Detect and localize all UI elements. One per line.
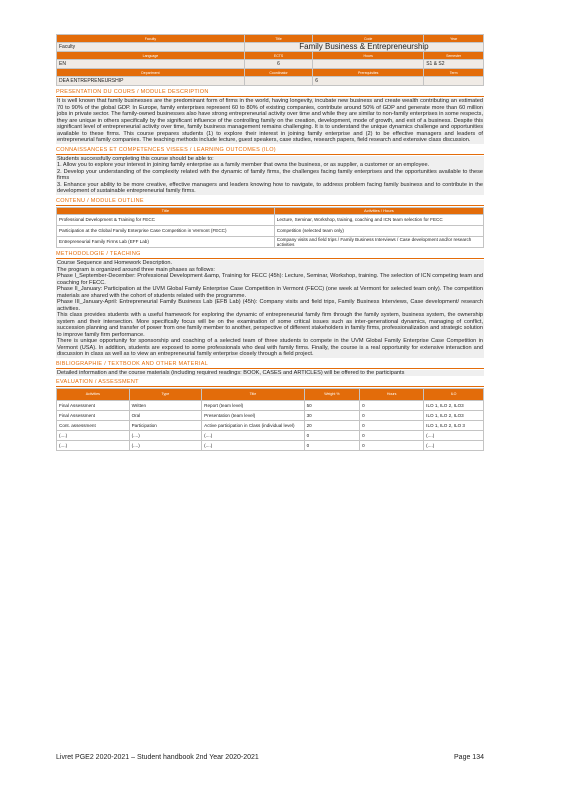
eval-cell: (....) xyxy=(57,441,130,451)
header-label: Coordinator xyxy=(244,69,312,77)
header-values-row-3 xyxy=(57,77,484,86)
header-label: Prerequisites xyxy=(313,69,424,77)
outline-title-cell: Participation at the Global Family Enterprise Case Competition in Vermont (FECC) xyxy=(57,225,275,236)
page-footer xyxy=(56,754,484,761)
header-label: Title xyxy=(244,35,312,43)
coordinator-value xyxy=(244,77,312,86)
eval-cell: 50 xyxy=(304,401,360,411)
eval-cell: ILO 1, ILO 2, ILO3 xyxy=(424,411,484,421)
table-row xyxy=(57,421,484,431)
eval-cell: Presentation (team level) xyxy=(202,411,304,421)
table-row xyxy=(57,225,484,236)
header-label: Year xyxy=(424,35,484,43)
eval-cell: Final Assessment xyxy=(57,401,130,411)
presentation-paragraph: It is well known that family businesses are the predominant form of firms in the world, having longevity, incubate new business and create wealth contributing an estimated 70 to 90% of the global GDP. In Europe, family enterprises represent 60 to 80% of existing companies, contribute around 50% of GDP and generate more than 60 million jobs in private sector. The family-owned businesses also have strong entrepreneurial activity over time and while they are similar to non-family enterprises in some respects, they are unique in others specifically by the significant influence of the controlling family on the creation, development, mode of growth, and exit of a business. Despite this significant level of entrepreneurial activity over time, family business management remains challenging. It is to understand the unique dynamics challenge and opportunities available to these firms. This course prepares students (1) to explore their interest in joining family enterprise and (2) to be effective managers and leaders of entrepreneurial family companies. The teaching methods include lecture, guest speakers, case studies, research papers, field research and extensive class discussion. xyxy=(57,98,483,143)
header-labels-row-2 xyxy=(57,52,484,60)
prerequisites-value: 6 xyxy=(313,77,424,86)
evaluation-col-header: Weight % xyxy=(304,389,360,401)
eval-cell: 0 xyxy=(304,431,360,441)
header-values-row-1 xyxy=(57,43,484,52)
outline-col-header: Title xyxy=(57,207,275,214)
eval-cell: ILO 1, ILO 2, ILO3 xyxy=(424,401,484,411)
methodology-line: The program is organized around three main phases as follows: xyxy=(57,266,215,273)
course-title: Family Business & Entrepreneurship xyxy=(244,43,483,52)
bibliography-heading: BIBLIOGRAPHIE / TEXTBOOK AND OTHER MATERIAL xyxy=(56,361,484,369)
outline-activity-cell: Company visits and field trips / Family Business Interviews / Case development and/or research activities xyxy=(274,236,483,248)
outline-header-row xyxy=(57,207,484,214)
evaluation-table xyxy=(56,388,484,451)
eval-cell: 20 xyxy=(304,421,360,431)
outline-activity-cell: Lecture, Seminar, Workshop, training, coaching and ICN team selection for FECC xyxy=(274,214,483,225)
learning-outcome-line: 2. Develop your understanding of the complexity related with the dynamic of family firms, the challenges facing family enterprises and the opportunities available to these firms xyxy=(57,168,483,181)
presentation-heading: PRESENTATION DU COURS / MODULE DESCRIPTION xyxy=(56,89,484,97)
eval-cell: ILO 1, ILO 2, ILO 3 xyxy=(424,421,484,431)
course-sheet xyxy=(56,34,484,451)
header-label: Term xyxy=(424,69,484,77)
eval-cell: 0 xyxy=(360,421,424,431)
bibliography-text xyxy=(56,370,484,377)
outline-title-cell: Professional Development & Training for FECC xyxy=(57,214,275,225)
eval-cell: (....) xyxy=(57,431,130,441)
learning-outcome-line: 1. Allow you to explore your interest in joining family enterprise as a family member that owns the business, or as supplier, a customer or an employee. xyxy=(57,162,430,168)
outline-table xyxy=(56,207,484,249)
table-row xyxy=(57,214,484,225)
presentation-text xyxy=(56,98,484,144)
evaluation-heading: EVALUATION / ASSESSMENT xyxy=(56,379,484,387)
methodology-line: Phase I_September-December: Professional Development &amp, Training for FECC (45h): Lecture, Seminar, Workshop, training. The selection of ICN competing team and coaching for FECC. xyxy=(57,273,483,286)
table-row xyxy=(57,401,484,411)
semester-value: S1 & S2 xyxy=(424,60,484,69)
header-label: Language xyxy=(57,52,245,60)
evaluation-header-row xyxy=(57,389,484,401)
eval-cell: (....) xyxy=(129,441,202,451)
header-label: Code xyxy=(313,35,424,43)
eval-cell: 0 xyxy=(360,441,424,451)
methodology-line: This class provides students with a useful framework for exploring the dynamic of entrepreneurial family firm through the family system, business system, the ownership system and their intersection. More specifically focus will be on the examination of some critical issues such as inter-generational dynamics, managing of conflict, succession planning and transfer of power from one family member to another, perspective of different stakeholders in family firms, professionalization and strategic solution to improve family firm performance. xyxy=(57,312,483,338)
eval-cell: Participation xyxy=(129,421,202,431)
header-label: Faculty xyxy=(57,35,245,43)
hours-value xyxy=(313,60,424,69)
evaluation-col-header: Title xyxy=(202,389,304,401)
eval-cell: Active participation in Class (individual level) xyxy=(202,421,304,431)
methodology-line: Course Sequence and Homework Description. xyxy=(57,260,173,267)
table-row xyxy=(57,236,484,248)
footer-handbook-title: Livret PGE2 2020-2021 – Student handbook 2nd Year 2020-2021 xyxy=(56,754,259,761)
header-labels-row-1 xyxy=(57,35,484,43)
faculty-value: Faculty xyxy=(57,43,245,52)
eval-cell: (....) xyxy=(424,441,484,451)
eval-cell: Written xyxy=(129,401,202,411)
outline-title-cell: Entrepreneurial Family Firms Lab (EFF Lab) xyxy=(57,236,275,248)
evaluation-col-header: Activities xyxy=(57,389,130,401)
outline-col-header: Activities / Hours xyxy=(274,207,483,214)
methodology-heading: METHODOLOGIE / TEACHING xyxy=(56,251,484,259)
eval-cell: (....) xyxy=(129,431,202,441)
course-header-table xyxy=(56,34,484,86)
evaluation-col-header: Hours xyxy=(360,389,424,401)
table-row xyxy=(57,411,484,421)
eval-cell: 30 xyxy=(304,411,360,421)
department-value: DEA ENTREPRENEURSHIP xyxy=(57,77,245,86)
eval-cell: (....) xyxy=(202,431,304,441)
header-labels-row-3 xyxy=(57,69,484,77)
eval-cell: Final Assessment xyxy=(57,411,130,421)
header-label: Semester xyxy=(424,52,484,60)
methodology-line: Phase III_January-April: Entrepreneurial Family Business Lab (EFB Lab) (45h): Company visits and field trips, Family Business Interviews, Case development/ research activities. xyxy=(57,299,483,312)
eval-cell: (....) xyxy=(202,441,304,451)
eval-cell: 0 xyxy=(360,431,424,441)
header-label: ECTS xyxy=(244,52,312,60)
header-label: Hours xyxy=(313,52,424,60)
evaluation-col-header: ILO xyxy=(424,389,484,401)
learning-outcome-line: 3. Enhance your ability to be more creative, effective managers and leaders knowing how to navigate, to address problem facing family business and to contribute in the development of sustainable entrepreneurial family firms. xyxy=(57,181,483,194)
header-values-row-2 xyxy=(57,60,484,69)
methodology-text xyxy=(56,260,484,358)
table-row xyxy=(57,441,484,451)
bibliography-paragraph: Detailed information and the course materials (including required readings: BOOK, CASES and ARTICLES) will be offered to the participants xyxy=(57,369,405,376)
language-value: EN xyxy=(57,60,245,69)
methodology-line: Phase II_January: Participation at the UVM Global Family Enterprise Case Competition in Vermont (FECC) (one week at Vermont for selected team only). The competition materials are shared with the cohort of students related with the programme. xyxy=(57,286,483,299)
methodology-line: There is unique opportunity for sponsorship and coaching of a selected team of three students to compete in the UVM Global Family Enterprise Case Competition in Vermont (USA). In addition, students are exposed to some professionals who deal with family firms. Finally, the course is a real opportunity for extensive interaction and discussion in class as well as to view an entrepreneurial family enterprise closely through a field project. xyxy=(57,338,483,358)
outline-activity-cell: Competition (selected team only) xyxy=(274,225,483,236)
eval-cell: Oral xyxy=(129,411,202,421)
learning-outcomes-text xyxy=(56,156,484,195)
footer-page-number: Page 134 xyxy=(454,754,484,761)
ects-value: 6 xyxy=(244,60,312,69)
eval-cell: 0 xyxy=(360,411,424,421)
eval-cell: Report (team level) xyxy=(202,401,304,411)
eval-cell: 0 xyxy=(360,401,424,411)
eval-cell: 0 xyxy=(304,441,360,451)
table-row xyxy=(57,431,484,441)
header-label: Department xyxy=(57,69,245,77)
outline-heading: CONTENU / MODULE OUTLINE xyxy=(56,198,484,206)
learning-outcome-line: Students successfully completing this course should be able to: xyxy=(57,155,214,162)
learning-outcomes-heading: CONNAISSANCES ET COMPETENCES VISEES / LEARNING OUTCOMES (ILO) xyxy=(56,147,484,155)
eval-cell: (....) xyxy=(424,431,484,441)
evaluation-col-header: Type xyxy=(129,389,202,401)
eval-cell: Cont. assessment xyxy=(57,421,130,431)
